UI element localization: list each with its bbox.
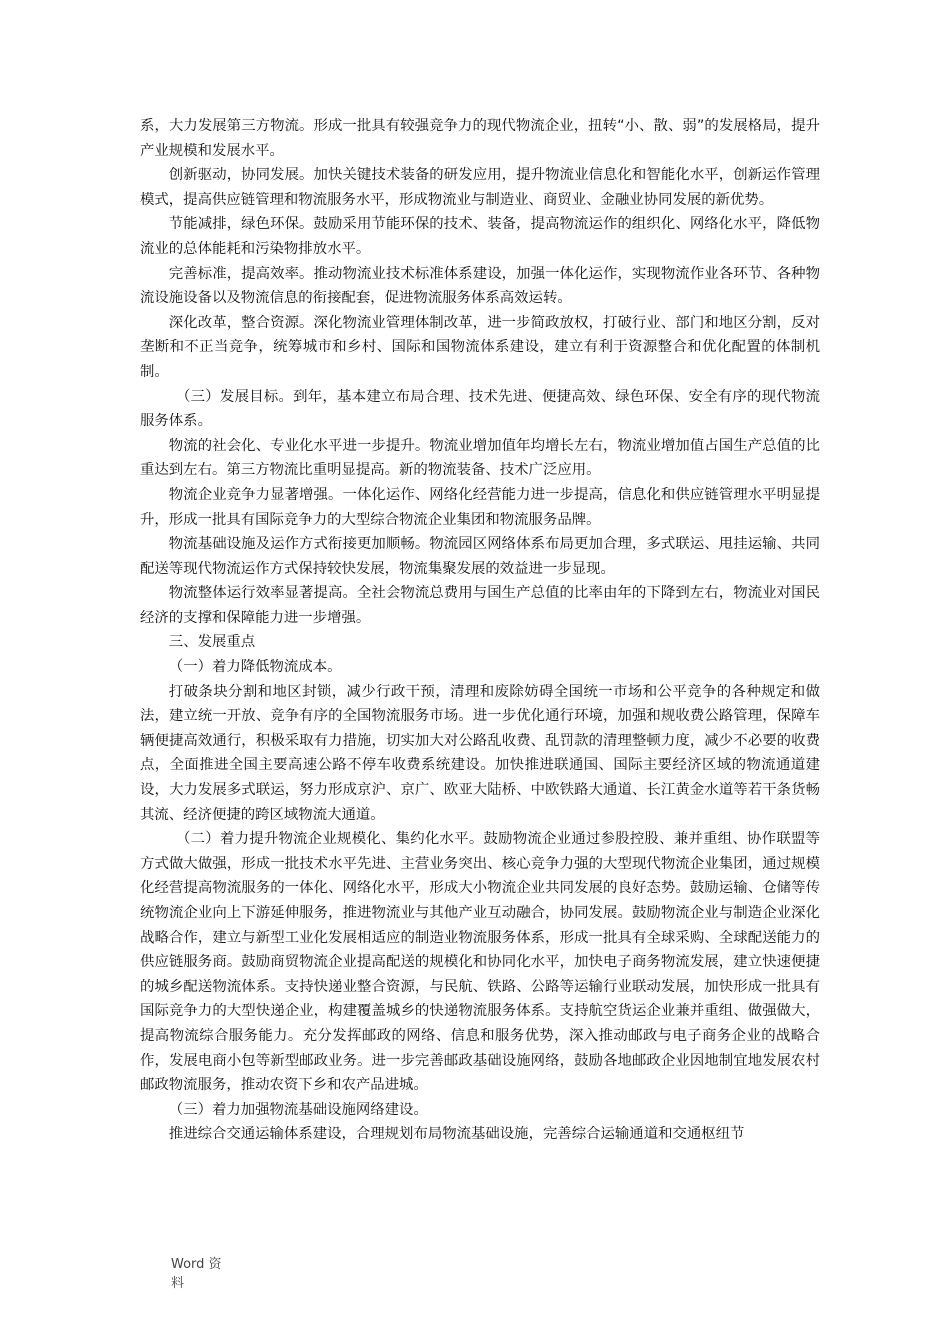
- page-footer: [171, 1255, 231, 1293]
- document-body: [140, 114, 820, 1147]
- paragraph-reduce-cost: 打破条块分割和地区封锁，减少行政干预，清理和废除妨碍全国统一市场和公平竞争的各种规定和做法，建立统一开放、竞争有序的全国物流服务市场。进一步优化通行环境，加强和规收费公路管理，保障车辆便捷高效通行，积极采取有力措施，切实加大对公路乱收费、乱罚款的清理整顿力度，减少不必要的收费点，全面推进全国主要高速公路不停车收费系统建设。加快推进联通国、国际主要经济区域的物流通道建设，大力发展多式联运，努力形成京沪、京广、欧亚大陆桥、中欧铁路大通道、长江黄金水道等若干条货畅其流、经济便捷的跨区域物流大通道。: [140, 683, 820, 823]
- paragraph-efficiency: 物流整体运行效率显著提高。全社会物流总费用与国生产总值的比率由年的下降到左右，物流业对国民经济的支撑和保障能力进一步增强。: [140, 585, 820, 626]
- paragraph-competitiveness: 物流企业竞争力显著增强。一体化运作、网络化经营能力进一步提高，信息化和供应链管理水平明显提升，形成一批具有国际竞争力的大型综合物流企业集团和物流服务品牌。: [140, 486, 820, 528]
- footer-line-2: 料: [171, 1276, 185, 1291]
- subheading-infrastructure-network: （三）着力加强物流基础设施网络建设。: [168, 1101, 428, 1118]
- paragraph-socialization: 物流的社会化、专业化水平进一步提升。物流业增加值年均增长左右，物流业增加值占国生产总值的比重达到左右。第三方物流比重明显提高。新的物流装备、技术广泛应用。: [140, 437, 820, 479]
- paragraph-development-goals: （三）发展目标。到年，基本建立布局合理、技术先进、便捷高效、绿色环保、安全有序的现代物流服务体系。: [140, 388, 820, 430]
- paragraph-infrastructure-linkage: 物流基础设施及运作方式衔接更加顺畅。物流园区网络体系布局更加合理，多式联运、甩挂运输、共同配送等现代物流运作方式保持较快发展，物流集聚发展的效益进一步显现。: [140, 536, 820, 577]
- paragraph-transport-system: 推进综合交通运输体系建设，合理规划布局物流基础设施，完善综合运输通道和交通枢纽节: [168, 1126, 745, 1143]
- paragraph-reform: 深化改革，整合资源。深化物流业管理体制改革，进一步简政放权，打破行业、部门和地区分割，反对垄断和不正当竞争，统筹城市和乡村、国际和国物流体系建设，建立有利于资源整合和优化配置的体制机制。: [140, 314, 820, 380]
- footer-line-1: Word 资: [171, 1257, 222, 1272]
- paragraph-innovation: 创新驱动，协同发展。加快关键技术装备的研发应用，提升物流业信息化和智能化水平，创新运作管理模式，提高供应链管理和物流服务水平，形成物流业与制造业、商贸业、金融业协同发展的新优势。: [140, 167, 820, 208]
- section-heading-key-areas: 三、发展重点: [168, 634, 256, 651]
- paragraph-scale-intensification: （二）着力提升物流企业规模化、集约化水平。鼓励物流企业通过参股控股、兼并重组、协作联盟等方式做大做强，形成一批技术水平先进、主营业务突出、核心竞争力强的大型现代物流企业集团，通过规模化经营提高物流服务的一体化、网络化水平，形成大小物流企业共同发展的良好态势。鼓励运输、仓储等传统物流企业向上下游延伸服务，推进物流业与其他产业互动融合，协同发展。鼓励物流企业与制造企业深化战略合作，建立与新型工业化发展相适应的制造业物流服务体系，形成一批具有全球采购、全球配送能力的供应链服务商。鼓励商贸物流企业提高配送的规模化和协同化水平，加快电子商务物流发展，建立快速便捷的城乡配送物流体系。支持快递业整合资源，与民航、铁路、公路等运输行业联动发展，加快形成一批具有国际竞争力的大型快递企业，构建覆盖城乡的快递物流服务体系。支持航空货运企业兼并重组、做强做大，提高物流综合服务能力。充分发挥邮政的网络、信息和服务优势，深入推动邮政与电子商务企业的战略合作，发展电商小包等新型邮政业务。进一步完善邮政基础设施网络，鼓励各地邮政企业因地制宜地发展农村邮政物流服务，推动农资下乡和农产品进城。: [140, 831, 820, 1094]
- paragraph-energy-saving: 节能减排，绿色环保。鼓励采用节能环保的技术、装备，提高物流运作的组织化、网络化水平，降低物流业的总体能耗和污染物排放水平。: [140, 216, 820, 257]
- paragraph-continuation: 系，大力发展第三方物流。形成一批具有较强竞争力的现代物流企业，扭转“小、散、弱”的发展格局，提升产业规模和发展水平。: [140, 118, 820, 159]
- subheading-reduce-cost: （一）着力降低物流成本。: [168, 659, 342, 676]
- paragraph-standards: 完善标准，提高效率。推动物流业技术标准体系建设，加强一体化运作，实现物流作业各环节、各种物流设施设备以及物流信息的衔接配套，促进物流服务体系高效运转。: [140, 265, 820, 307]
